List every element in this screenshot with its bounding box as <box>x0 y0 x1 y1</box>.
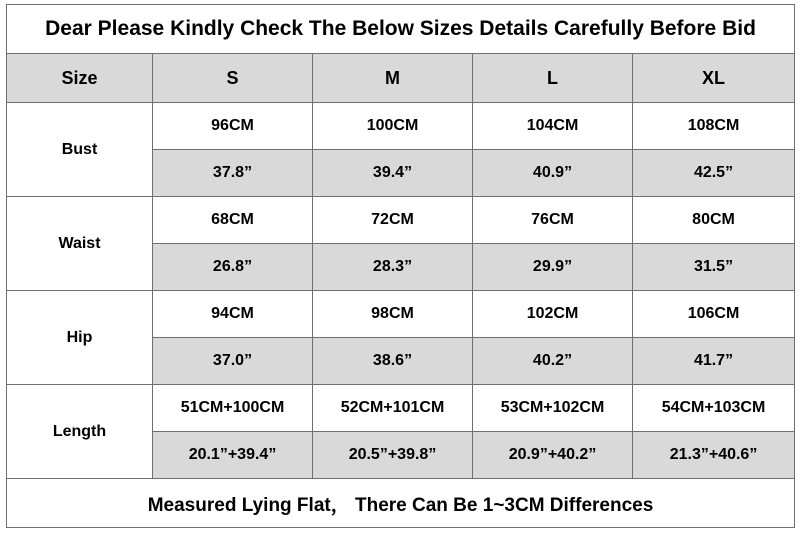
table-row <box>7 103 795 150</box>
chart-title: Dear Please Kindly Check The Below Sizes Details Carefully Before Bid <box>7 5 795 54</box>
length-l-inch: 20.9”+40.2” <box>473 432 633 479</box>
row-label-hip: Hip <box>7 291 153 385</box>
footer-note: Measured Lying Flat， There Can Be 1~3CM Differences <box>7 479 795 528</box>
bust-l-cm: 104CM <box>473 103 633 150</box>
waist-l-inch: 29.9” <box>473 244 633 291</box>
hip-m-inch: 38.6” <box>313 338 473 385</box>
hip-l-cm: 102CM <box>473 291 633 338</box>
table-row <box>7 385 795 432</box>
waist-s-cm: 68CM <box>153 197 313 244</box>
table-row <box>7 197 795 244</box>
hip-s-cm: 94CM <box>153 291 313 338</box>
length-xl-inch: 21.3”+40.6” <box>633 432 795 479</box>
bust-s-cm: 96CM <box>153 103 313 150</box>
waist-m-cm: 72CM <box>313 197 473 244</box>
header-size-xl: XL <box>633 54 795 103</box>
row-label-bust: Bust <box>7 103 153 197</box>
bust-xl-inch: 42.5” <box>633 150 795 197</box>
length-l-cm: 53CM+102CM <box>473 385 633 432</box>
row-label-length: Length <box>7 385 153 479</box>
footer-row <box>7 479 795 528</box>
length-s-inch: 20.1”+39.4” <box>153 432 313 479</box>
header-size-s: S <box>153 54 313 103</box>
size-table <box>6 4 795 528</box>
title-row <box>7 5 795 54</box>
waist-l-cm: 76CM <box>473 197 633 244</box>
waist-xl-cm: 80CM <box>633 197 795 244</box>
row-label-waist: Waist <box>7 197 153 291</box>
waist-m-inch: 28.3” <box>313 244 473 291</box>
bust-s-inch: 37.8” <box>153 150 313 197</box>
hip-m-cm: 98CM <box>313 291 473 338</box>
bust-xl-cm: 108CM <box>633 103 795 150</box>
size-chart <box>6 4 794 532</box>
hip-xl-inch: 41.7” <box>633 338 795 385</box>
bust-m-cm: 100CM <box>313 103 473 150</box>
hip-l-inch: 40.2” <box>473 338 633 385</box>
length-m-inch: 20.5”+39.8” <box>313 432 473 479</box>
length-m-cm: 52CM+101CM <box>313 385 473 432</box>
length-xl-cm: 54CM+103CM <box>633 385 795 432</box>
length-s-cm: 51CM+100CM <box>153 385 313 432</box>
header-row <box>7 54 795 103</box>
hip-xl-cm: 106CM <box>633 291 795 338</box>
bust-m-inch: 39.4” <box>313 150 473 197</box>
waist-s-inch: 26.8” <box>153 244 313 291</box>
hip-s-inch: 37.0” <box>153 338 313 385</box>
header-size-m: M <box>313 54 473 103</box>
waist-xl-inch: 31.5” <box>633 244 795 291</box>
header-size-label: Size <box>7 54 153 103</box>
table-row <box>7 291 795 338</box>
header-size-l: L <box>473 54 633 103</box>
bust-l-inch: 40.9” <box>473 150 633 197</box>
